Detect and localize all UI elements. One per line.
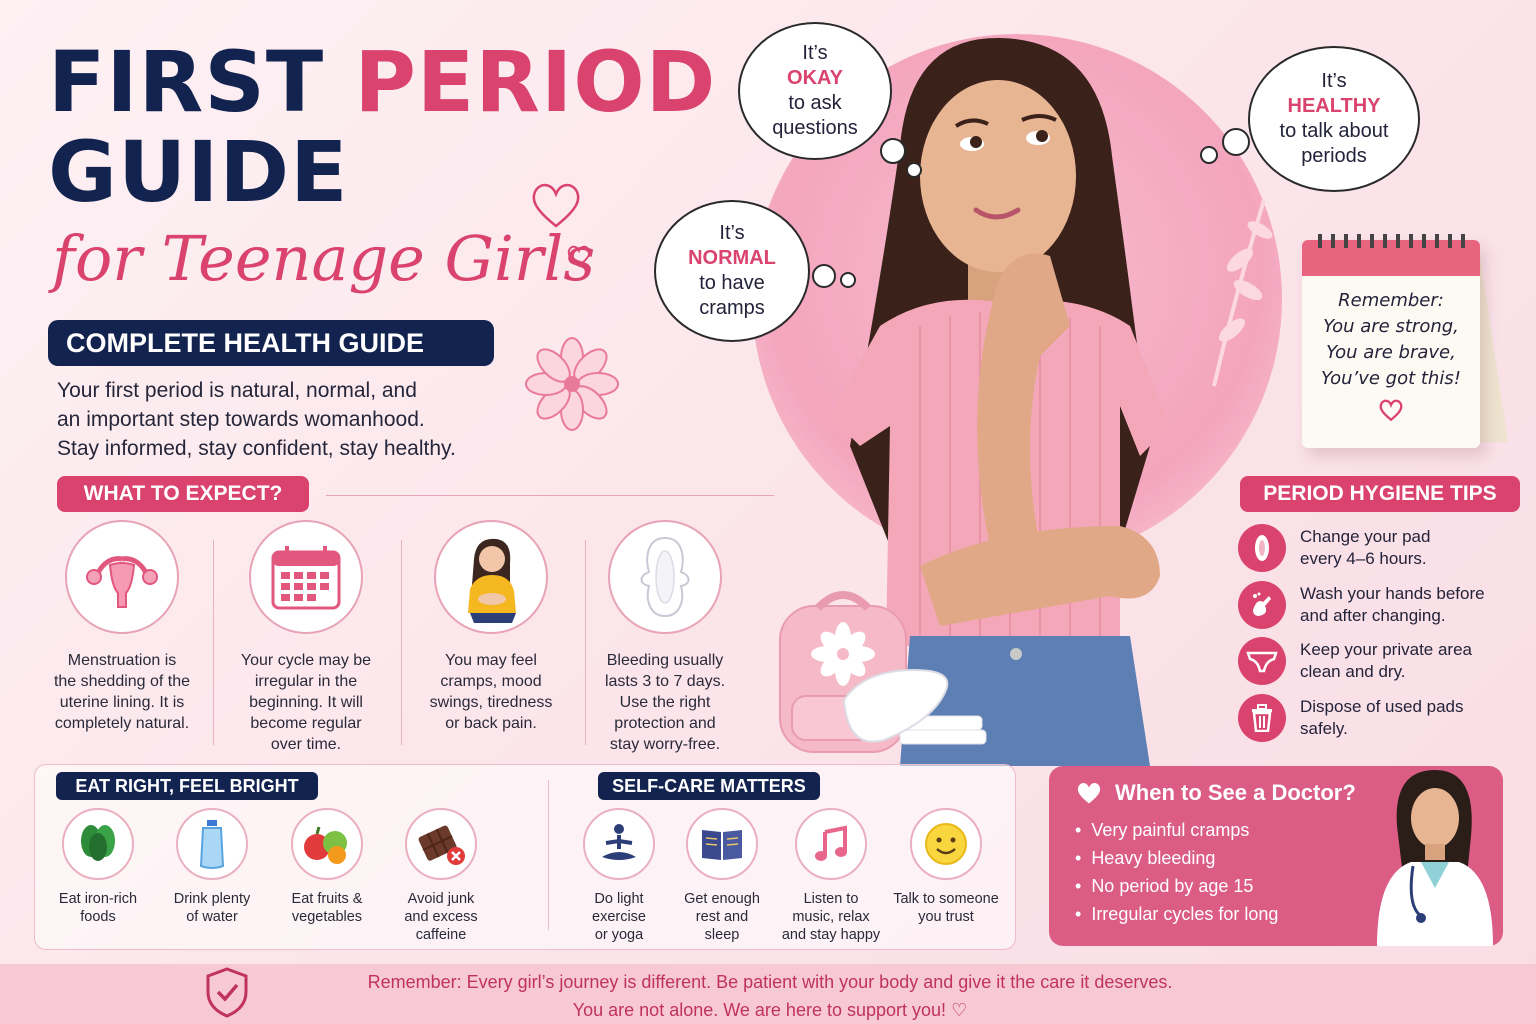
thought-bubble-dot xyxy=(1200,146,1218,164)
hygiene-tip: Dispose of used pads safely. xyxy=(1238,694,1464,742)
chocolate-no-icon xyxy=(405,808,477,880)
pads-stack-icon xyxy=(834,660,990,760)
column-divider xyxy=(585,540,586,745)
water-bottle-icon xyxy=(176,808,248,880)
title-line-2: GUIDE xyxy=(48,123,349,221)
thought-cloud-healthy: It’s HEALTHY to talk about periods xyxy=(1248,46,1420,192)
fruits-icon xyxy=(291,808,363,880)
uterus-icon xyxy=(65,520,179,634)
thought-bubble-dot xyxy=(906,162,922,178)
expect-item: Menstruation is the shedding of the uterine lining. It is completely natural. xyxy=(44,520,200,734)
cramps-girl-icon xyxy=(434,520,548,634)
column-divider xyxy=(213,540,214,745)
thought-cloud-okay: It’s OKAY to ask questions xyxy=(738,22,892,160)
doctor-heading: When to See a Doctor? xyxy=(1115,780,1356,805)
doctor-illustration xyxy=(1363,766,1503,946)
flower-icon xyxy=(524,336,620,432)
selfcare-item: Get enough rest and sleep xyxy=(672,808,772,944)
list-item: • Heavy bleeding xyxy=(1075,848,1216,868)
list-item: • Irregular cycles for long xyxy=(1075,904,1279,924)
see-doctor-box xyxy=(1049,766,1503,946)
spinach-icon xyxy=(62,808,134,880)
hygiene-tips-heading: PERIOD HYGIENE TIPS xyxy=(1240,476,1520,512)
heart-outline-icon xyxy=(528,180,584,230)
calendar-message: Remember: You are strong, You are brave, You’ve got this! xyxy=(1321,290,1461,389)
complete-health-guide-badge: COMPLETE HEALTH GUIDE xyxy=(48,320,494,366)
column-divider xyxy=(401,540,402,745)
heading-divider xyxy=(326,495,774,496)
smiley-icon xyxy=(910,808,982,880)
title-block xyxy=(48,33,717,221)
list-item: • No period by age 15 xyxy=(1075,876,1254,896)
heart-icon xyxy=(1075,780,1103,806)
expect-item: Your cycle may be irregular in the beginning. It will become regular over time. xyxy=(228,520,384,755)
music-icon xyxy=(795,808,867,880)
thought-bubble-dot xyxy=(840,272,856,288)
doctor-reasons-list xyxy=(1075,816,1278,928)
eat-right-heading: EAT RIGHT, FEEL BRIGHT xyxy=(56,772,318,800)
trash-icon xyxy=(1238,694,1286,742)
eat-item: Avoid junk and excess caffeine xyxy=(391,808,491,944)
eat-item: Eat iron-rich foods xyxy=(48,808,148,926)
eat-item: Drink plenty of water xyxy=(162,808,262,926)
book-icon xyxy=(686,808,758,880)
thought-bubble-dot xyxy=(880,138,906,164)
thought-cloud-normal: It’s NORMAL to have cramps xyxy=(654,200,810,342)
expect-item: Bleeding usually lasts 3 to 7 days. Use the right protection and stay worry-free. xyxy=(590,520,740,755)
selfcare-item: Talk to someone you trust xyxy=(886,808,1006,926)
underwear-icon xyxy=(1238,637,1286,685)
heart-outline-icon xyxy=(1378,398,1404,422)
list-item: • Very painful cramps xyxy=(1075,820,1250,840)
hygiene-tip: Wash your hands before and after changing. xyxy=(1238,581,1485,629)
footer-message: Remember: Every girl’s journey is different. Be patient with your body and give it the care it deserves. You are not alone. We are here to support you! ♡ xyxy=(367,972,1173,1020)
heart-icon: ♡ xyxy=(951,1000,968,1020)
selfcare-item: Listen to music, relax and stay happy xyxy=(776,808,886,944)
selfcare-item: Do light exercise or yoga xyxy=(570,808,668,944)
pad-icon xyxy=(1238,524,1286,572)
card-divider xyxy=(548,780,549,930)
intro-text: Your first period is natural, normal, and an important step towards womanhood. Stay informed, stay confident, stay healthy. xyxy=(57,379,456,460)
hygiene-tip: Keep your private area clean and dry. xyxy=(1238,637,1472,685)
calendar-icon xyxy=(249,520,363,634)
thought-bubble-dot xyxy=(812,264,836,288)
hand-wash-icon xyxy=(1238,581,1286,629)
calendar-rings xyxy=(1318,234,1468,248)
self-care-heading: SELF-CARE MATTERS xyxy=(598,772,820,800)
eat-item: Eat fruits & vegetables xyxy=(277,808,377,926)
what-to-expect-heading: WHAT TO EXPECT? xyxy=(57,476,309,512)
title-script: for Teenage Girls xyxy=(52,222,596,295)
heart-small-outline-icon xyxy=(566,244,592,268)
thought-bubble-dot xyxy=(1222,128,1250,156)
sanitary-pad-icon xyxy=(608,520,722,634)
yoga-icon xyxy=(583,808,655,880)
expect-item: You may feel cramps, mood swings, tiredness or back pain. xyxy=(416,520,566,734)
title-line-1: FIRST PERIOD xyxy=(48,33,717,131)
desk-calendar xyxy=(1302,240,1480,448)
hygiene-tip: Change your pad every 4–6 hours. xyxy=(1238,524,1430,572)
